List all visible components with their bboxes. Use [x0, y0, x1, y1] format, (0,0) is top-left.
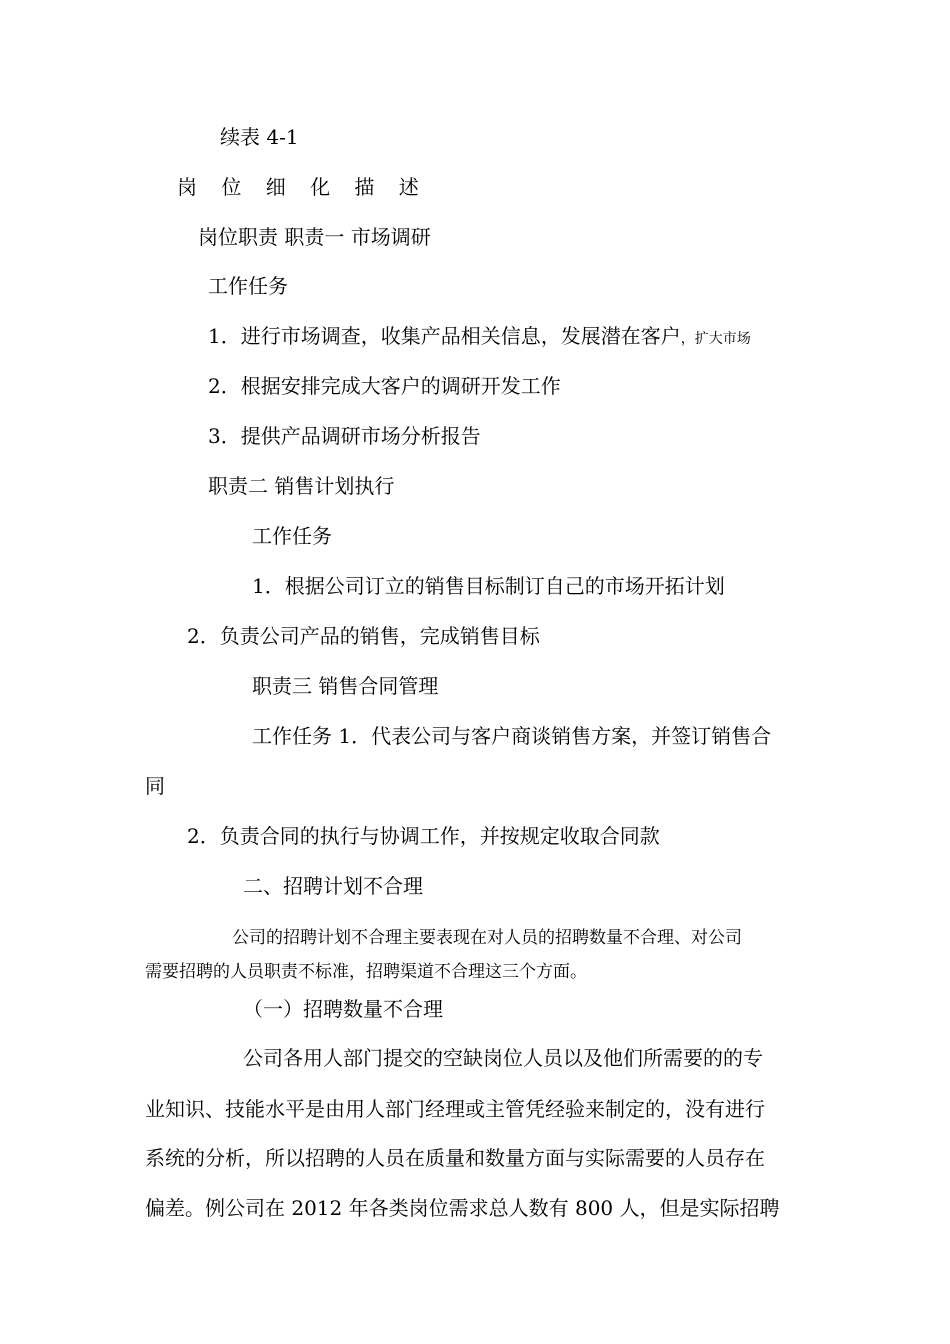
para2-line2: 业知识、技能水平是由用人部门经理或主管凭经验来制定的，没有进行 — [145, 1097, 765, 1121]
para1-line2: 需要招聘的人员职责不标准，招聘渠道不合理这三个方面。 — [145, 962, 587, 982]
task-2-2: 2．负责公司产品的销售，完成销售目标 — [187, 624, 540, 648]
para1-line1: 公司的招聘计划不合理主要表现在对人员的招聘数量不合理、对公司 — [232, 928, 742, 948]
table-continued-label: 续表 4-1 — [220, 125, 299, 149]
task-2-1: 1．根据公司订立的销售目标制订自己的市场开拓计划 — [252, 574, 725, 598]
task-3-2: 2．负责合同的执行与协调工作，并按规定收取合同款 — [187, 824, 660, 848]
heading-2: 二、招聘计划不合理 — [243, 874, 423, 898]
section-title: 岗 位 细 化 描 述 — [177, 175, 428, 199]
duty-2: 职责二 销售计划执行 — [208, 474, 395, 498]
task-1-1-text: 1．进行市场调查，收集产品相关信息，发展潜在客户 — [208, 324, 681, 348]
task-3-1-line1: 工作任务 1．代表公司与客户商谈销售方案，并签订销售合 — [252, 724, 772, 748]
task-1-3: 3．提供产品调研市场分析报告 — [208, 424, 481, 448]
task-1-2: 2．根据安排完成大客户的调研开发工作 — [208, 374, 561, 398]
duty-3: 职责三 销售合同管理 — [252, 674, 439, 698]
para2-line3: 系统的分析，所以招聘的人员在质量和数量方面与实际需要的人员存在 — [145, 1146, 765, 1170]
subheading-1: （一）招聘数量不合理 — [243, 997, 443, 1021]
para2-line1: 公司各用人部门提交的空缺岗位人员以及他们所需要的的专 — [243, 1046, 763, 1070]
task-label-1: 工作任务 — [208, 274, 288, 298]
task-1-1 — [208, 324, 751, 351]
task-3-1-line2: 同 — [145, 774, 165, 798]
para2-line4: 偏差。例公司在 2012 年各类岗位需求总人数有 800 人，但是实际招聘 — [145, 1196, 780, 1220]
task-label-2: 工作任务 — [252, 524, 332, 548]
task-1-1-tail: ，扩大市场 — [680, 331, 751, 347]
duty-header: 岗位职责 职责一 市场调研 — [198, 225, 431, 249]
